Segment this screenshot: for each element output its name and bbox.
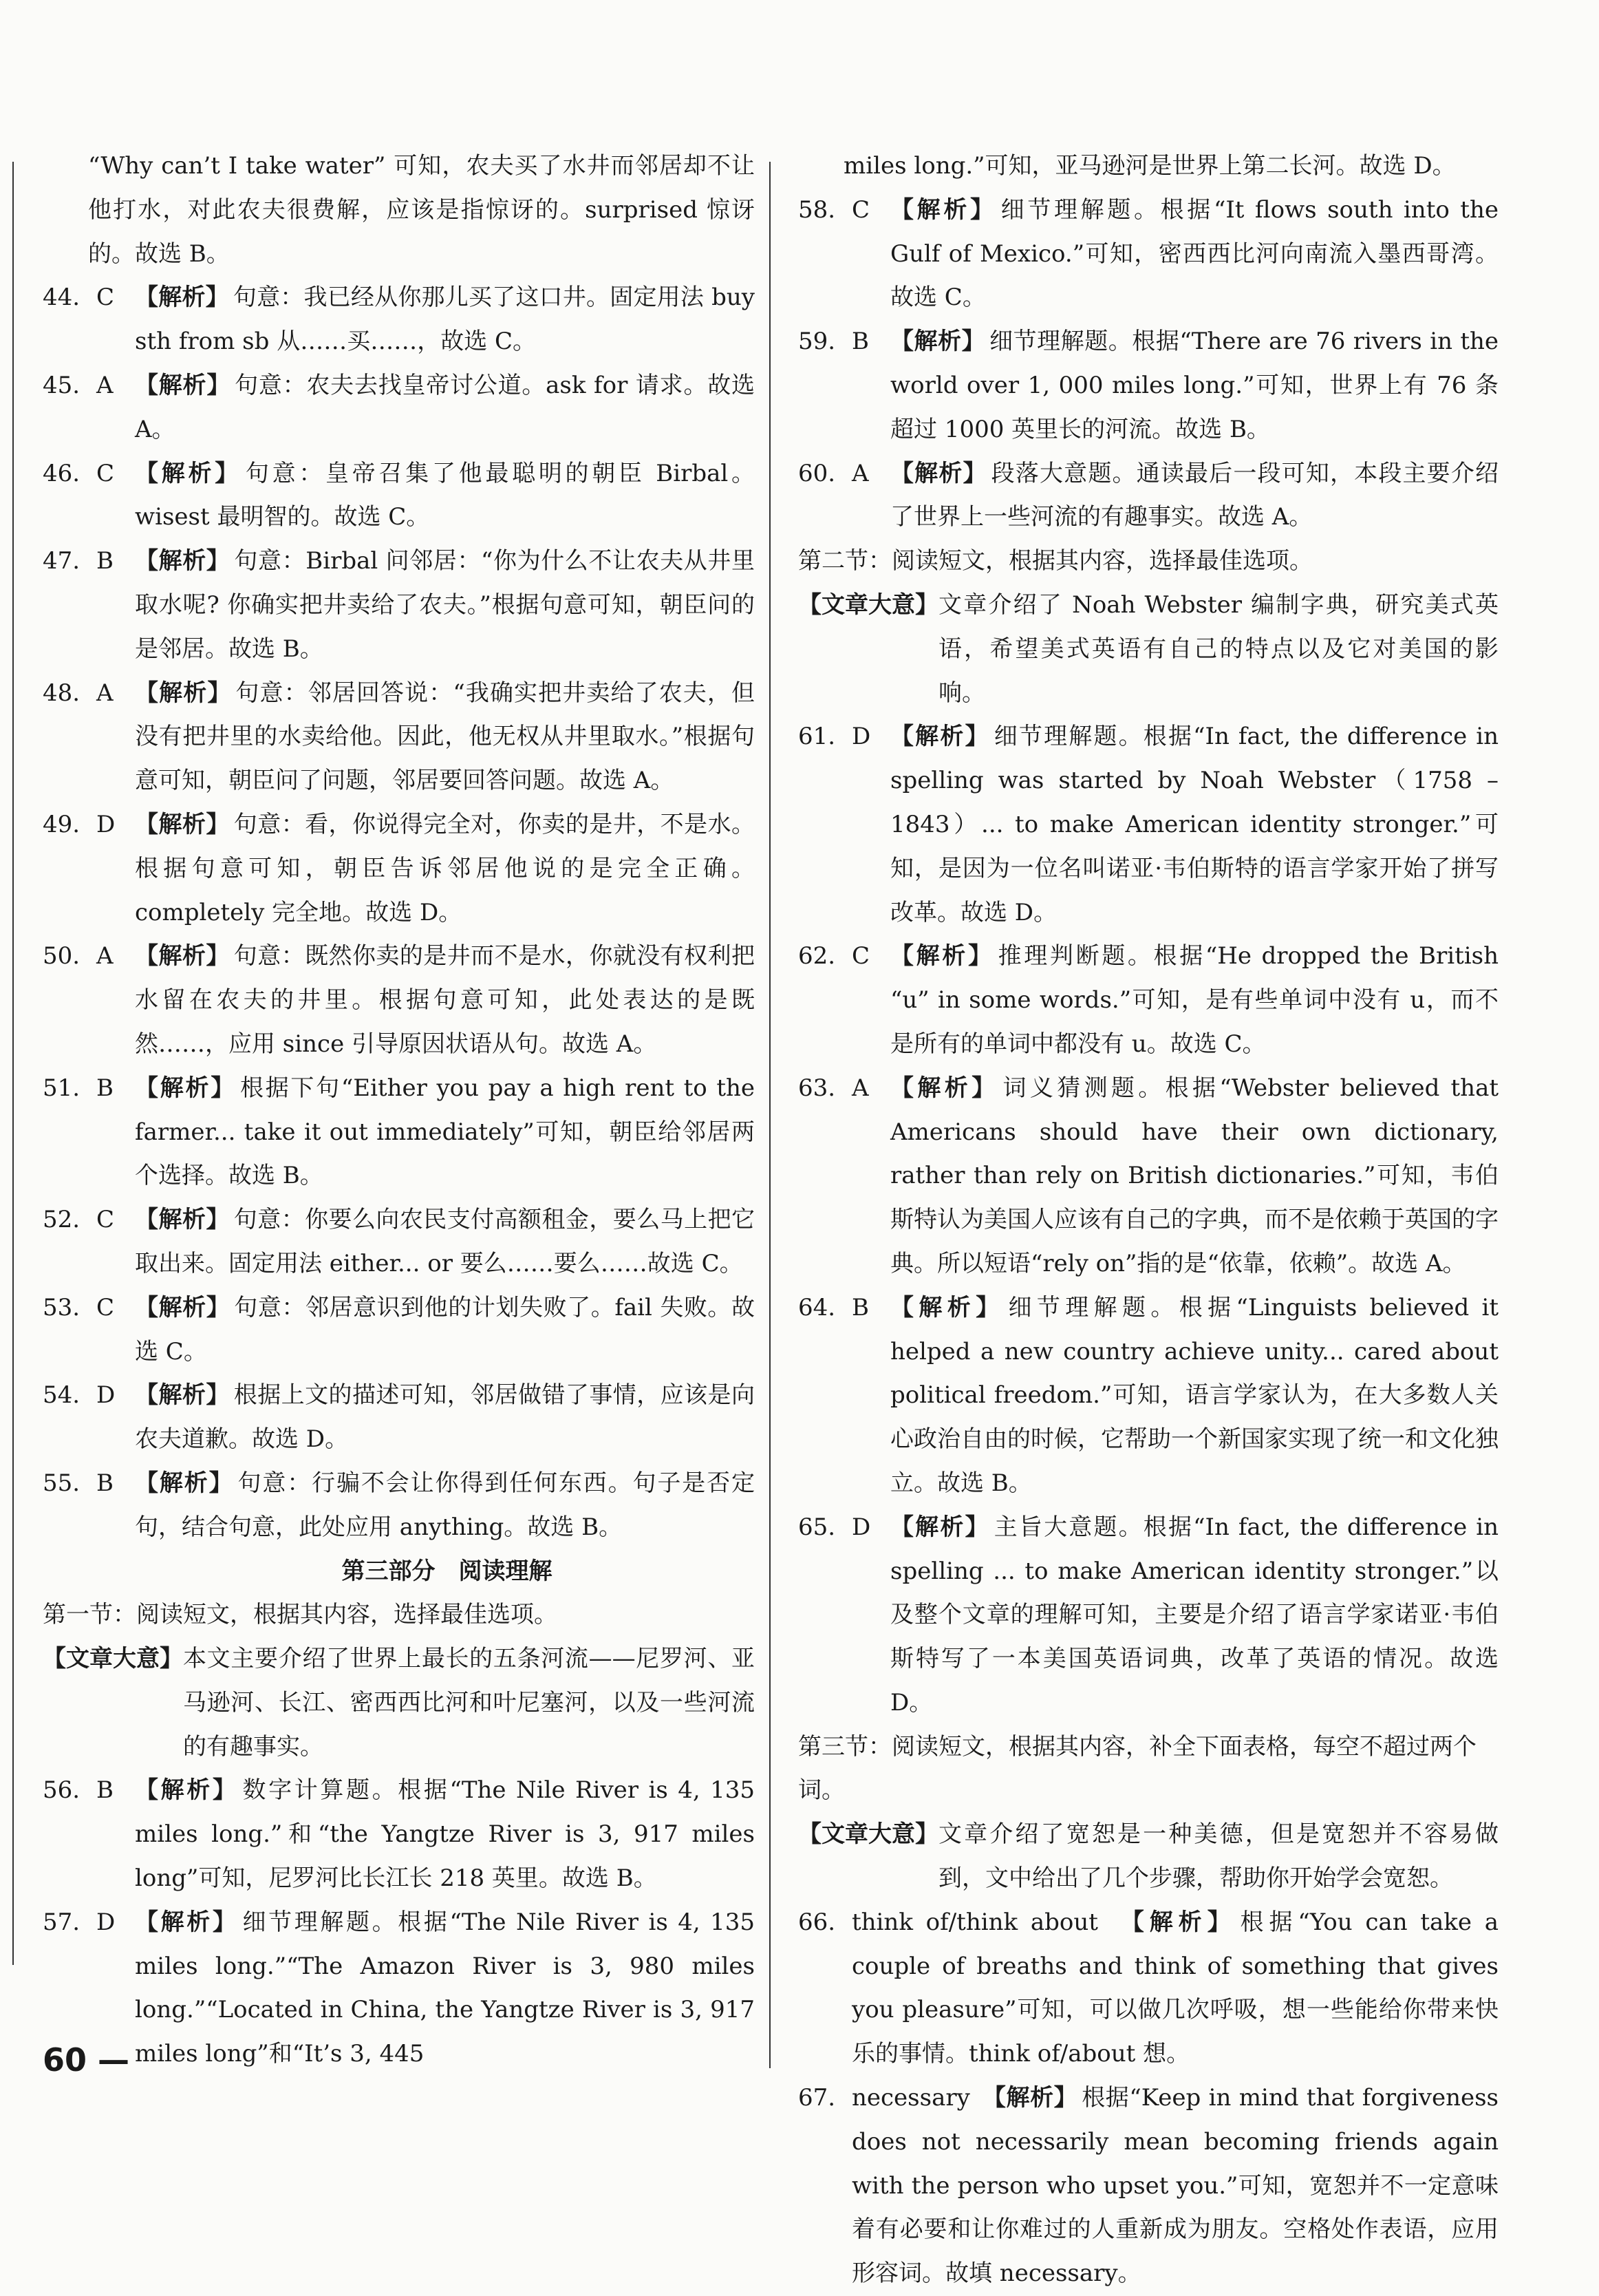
summary-text: 本文主要介绍了世界上最长的五条河流——尼罗河、亚马逊河、长江、密西西比河和叶尼塞河，以及一些河流的有趣事实。 xyxy=(183,1645,755,1761)
analysis-text: 细节理解题。根据“There are 76 rivers in the world over 1, 000 miles long.”可知，世界上有 76 条超过 1000 英里长的河流。故选 B。 xyxy=(890,328,1499,443)
answer-entry-52 xyxy=(43,1198,755,1286)
analysis-tag: 【解析】 xyxy=(135,547,230,575)
entry-number: 58. xyxy=(798,195,836,224)
answer-letter: A xyxy=(96,942,114,970)
entry-number: 67. xyxy=(798,2084,836,2112)
analysis-text: 词义猜测题。根据“Webster believed that Americans should have their own dictionary, rather than rely on British dictionaries.”可知，韦伯斯特认为美国人应该有自己的字典，而不是依赖于英国的字典。所以短语“rely on”指的是“依靠，依赖”。故选 A。 xyxy=(890,1074,1499,1277)
entry-number: 53. xyxy=(43,1293,81,1321)
analysis-text: 句意：行骗不会让你得到任何东西。句子是否定句，结合句意，此处应用 anything。故选 B。 xyxy=(135,1469,755,1541)
entry-number: 57. xyxy=(43,1908,81,1936)
entry-number: 59. xyxy=(798,328,836,356)
answer-letter: D xyxy=(852,723,871,751)
analysis-tag: 【解析】 xyxy=(890,1074,999,1102)
entry-number: 44. xyxy=(43,284,81,312)
analysis-tag: 【解析】 xyxy=(890,1293,1005,1321)
answer-entry-44 xyxy=(43,276,755,364)
left-column xyxy=(43,145,755,2076)
answer-letter: C xyxy=(852,942,870,970)
section-three-title: 第三节：阅读短文，根据其内容，补全下面表格，每空不超过两个词。 xyxy=(798,1732,1477,1805)
summary-tag: 【文章大意】 xyxy=(43,1645,183,1673)
analysis-tag: 【解析】 xyxy=(890,1513,990,1541)
analysis-text: 句意：邻居意识到他的计划失败了。fail 失败。故选 C。 xyxy=(135,1293,755,1365)
analysis-tag: 【解析】 xyxy=(135,1206,230,1234)
analysis-tag: 【解析】 xyxy=(135,459,242,487)
analysis-tag: 【解析】 xyxy=(135,1908,239,1936)
analysis-text: 细节理解题。根据“It flows south into the Gulf of Mexico.”可知，密西西比河向南流入墨西哥湾。故选 C。 xyxy=(890,195,1499,312)
column-divider xyxy=(769,162,771,2068)
answer-entry-48 xyxy=(43,672,755,803)
answer-letter: B xyxy=(852,1293,869,1321)
answer-entry-65 xyxy=(798,1506,1499,1725)
entry-number: 49. xyxy=(43,810,81,838)
analysis-text: 段落大意题。通读最后一段可知，本段主要介绍了世界上一些河流的有趣事实。故选 A。 xyxy=(890,459,1499,531)
analysis-tag: 【解析】 xyxy=(890,459,987,487)
answer-letter: C xyxy=(96,1293,115,1321)
analysis-text: 推理判断题。根据“He dropped the British “u” in some words.”可知，是有些单词中没有 u，而不是所有的单词中都没有 u。故选 C。 xyxy=(890,942,1499,1058)
article-summary-3 xyxy=(798,1813,1499,1901)
part-heading: 第三部分 阅读理解 xyxy=(341,1557,552,1585)
analysis-text: 根据上文的描述可知，邻居做错了事情，应该是向农夫道歉。故选 D。 xyxy=(135,1381,755,1454)
entry-number: 50. xyxy=(43,942,81,970)
analysis-text: 主旨大意题。根据“In fact, the difference in spelling ... to make American identity stronger.”以及整个文章的理解可知，主要是介绍了语言学家诺亚·韦伯斯特写了一本美国英语词典，改革了英语的情况。故选 D。 xyxy=(890,1513,1499,1716)
analysis-text: 句意：皇帝召集了他最聪明的朝臣 Birbal。wisest 最明智的。故选 C。 xyxy=(135,459,755,531)
answer-letter: B xyxy=(96,547,114,575)
left-margin-rule xyxy=(12,162,14,1965)
answer-letter: B xyxy=(96,1074,114,1102)
entry-number: 48. xyxy=(43,679,81,707)
analysis-text: 数字计算题。根据“The Nile River is 4, 135 miles long.”和“the Yangtze River is 3, 917 miles long”可知，尼罗河比长江长 218 英里。故选 B。 xyxy=(135,1776,755,1893)
answer-entry-57 xyxy=(43,1901,755,2076)
entry-number: 64. xyxy=(798,1293,836,1321)
analysis-text: 句意：看，你说得完全对，你卖的是井，不是水。根据句意可知，朝臣告诉邻居他说的是完全正确。completely 完全地。故选 D。 xyxy=(135,810,755,926)
analysis-tag: 【解析】 xyxy=(135,371,231,399)
analysis-tag: 【解析】 xyxy=(890,328,986,356)
analysis-tag: 【解析】 xyxy=(135,1293,230,1321)
analysis-tag: 【解析】 xyxy=(135,1469,234,1497)
article-summary xyxy=(43,1637,755,1769)
analysis-text: 根据“You can take a couple of breaths and think of something that gives you pleasure”可知，可以做几次呼吸，想一些能给你带来快乐的事情。think of/about 想。 xyxy=(852,1908,1499,2068)
answer-entry-50 xyxy=(43,935,755,1066)
answer-entry-59 xyxy=(798,320,1499,451)
entry-number: 46. xyxy=(43,459,81,487)
analysis-text: 根据下句“Either you pay a high rent to the farmer... take it out immediately”可知，朝臣给邻居两个选择。故选 B。 xyxy=(135,1074,755,1190)
section-one-title: 第一节：阅读短文，根据其内容，选择最佳选项。 xyxy=(43,1601,557,1629)
summary-text: 文章介绍了 Noah Webster 编制字典，研究美式英语，希望美式英语有自己的特点以及它对美国的影响。 xyxy=(938,591,1499,707)
analysis-text: 句意：邻居回答说：“我确实把井卖给了农夫，但没有把井里的水卖给他。因此，他无权从井里取水。”根据句意可知，朝臣问了问题，邻居要回答问题。故选 A。 xyxy=(135,679,755,795)
answer-letter: B xyxy=(852,328,869,356)
entry-number: 51. xyxy=(43,1074,81,1102)
entry-number: 65. xyxy=(798,1513,836,1541)
answer-letter: B xyxy=(96,1776,114,1805)
analysis-text: 细节理解题。根据“The Nile River is 4, 135 miles long.”“The Amazon River is 3, 980 miles long.”“Located in China, the Yangtze River is 3, 917 miles long”和“It’s 3, 445 xyxy=(135,1908,755,2068)
answer-letter: C xyxy=(852,195,870,224)
analysis-text: 根据“Keep in mind that forgiveness does not necessarily mean becoming friends again with the person who upset you.”可知，宽恕并不一定意味着有必要和让你难过的人重新成为朋友。空格处作表语，应用形容词。故填 necessary。 xyxy=(852,2084,1499,2288)
analysis-tag: 【解析】 xyxy=(135,1381,230,1410)
analysis-tag: 【解析】 xyxy=(994,2084,1078,2112)
answer-entry-62 xyxy=(798,935,1499,1066)
entry-number: 63. xyxy=(798,1074,836,1102)
answer-word: necessary xyxy=(852,2084,970,2112)
answer-word: think of/think about xyxy=(852,1908,1098,1936)
analysis-text: 细节理解题。根据“In fact, the difference in spelling was started by Noah Webster（1758 – 1843）... to make American identity stronger.”可知，是因为一位名叫诺亚·韦伯斯特的语言学家开始了拼写改革。故选 D。 xyxy=(890,723,1499,926)
analysis-tag: 【解析】 xyxy=(135,679,232,707)
continued-paragraph: miles long.”可知，亚马逊河是世界上第二长河。故选 D。 xyxy=(844,152,1456,180)
entry-number: 47. xyxy=(43,547,81,575)
answer-letter: A xyxy=(852,459,869,487)
answer-entry-51 xyxy=(43,1067,755,1198)
analysis-tag: 【解析】 xyxy=(135,1776,239,1805)
answer-entry-46 xyxy=(43,452,755,540)
answer-entry-67 xyxy=(798,2076,1499,2296)
answer-entry-63 xyxy=(798,1067,1499,1286)
answer-entry-49 xyxy=(43,803,755,935)
answer-entry-45 xyxy=(43,364,755,452)
entry-number: 55. xyxy=(43,1469,81,1497)
analysis-text: 句意：你要么向农民支付高额租金，要么马上把它取出来。固定用法 either... or 要么……要么……故选 C。 xyxy=(135,1206,755,1277)
answer-entry-61 xyxy=(798,715,1499,935)
analysis-tag: 【解析】 xyxy=(890,942,994,970)
intro-paragraph: “Why can’t I take water” 可知，农夫买了水井而邻居却不让他打水，对此农夫很费解，应该是指惊讶的。surprised 惊讶的。故选 B。 xyxy=(88,152,755,268)
answer-letter: C xyxy=(96,284,115,312)
answer-entry-47 xyxy=(43,540,755,671)
entry-number: 62. xyxy=(798,942,836,970)
answer-letter: A xyxy=(96,371,114,399)
entry-number: 66. xyxy=(798,1908,836,1936)
entry-number: 45. xyxy=(43,371,81,399)
answer-letter: B xyxy=(96,1469,114,1497)
entry-number: 56. xyxy=(43,1776,81,1805)
answer-entry-55 xyxy=(43,1462,755,1550)
analysis-tag: 【解析】 xyxy=(135,810,230,838)
answer-entry-58 xyxy=(798,189,1499,320)
summary-tag: 【文章大意】 xyxy=(798,591,938,619)
answer-letter: D xyxy=(96,1908,116,1936)
analysis-text: 细节理解题。根据“Linguists believed it helped a new country achieve unity... cared about political freedom.”可知，语言学家认为，在大多数人关心政治自由的时候，它帮助一个新国家实现了统一和文化独立。故选 B。 xyxy=(890,1293,1499,1497)
analysis-tag: 【解析】 xyxy=(890,723,990,751)
entry-number: 61. xyxy=(798,723,836,751)
summary-text: 文章介绍了宽恕是一种美德，但是宽恕并不容易做到，文中给出了几个步骤，帮助你开始学会宽恕。 xyxy=(938,1820,1499,1893)
answer-entry-53 xyxy=(43,1286,755,1374)
entry-number: 60. xyxy=(798,459,836,487)
answer-entry-66 xyxy=(798,1901,1499,2076)
analysis-tag: 【解析】 xyxy=(890,195,997,224)
answer-letter: D xyxy=(96,810,116,838)
answer-letter: A xyxy=(852,1074,869,1102)
analysis-tag: 【解析】 xyxy=(135,284,229,312)
section-two-title: 第二节：阅读短文，根据其内容，选择最佳选项。 xyxy=(798,547,1313,575)
answer-letter: D xyxy=(852,1513,871,1541)
answer-entry-54 xyxy=(43,1374,755,1462)
answer-letter: D xyxy=(96,1381,116,1410)
analysis-tag: 【解析】 xyxy=(135,1074,236,1102)
entry-number: 52. xyxy=(43,1206,81,1234)
analysis-tag: 【解析】 xyxy=(1132,1908,1236,1936)
answer-letter: A xyxy=(96,679,114,707)
analysis-text: 句意：Birbal 问邻居：“你为什么不让农夫从井里取水呢? 你确实把井卖给了农夫。”根据句意可知，朝臣问的是邻居。故选 B。 xyxy=(135,547,755,663)
analysis-text: 句意：既然你卖的是井而不是水，你就没有权利把水留在农夫的井里。根据句意可知，此处表达的是既然……，应用 since 引导原因状语从句。故选 A。 xyxy=(135,942,755,1058)
entry-number: 54. xyxy=(43,1381,81,1410)
right-column xyxy=(798,145,1499,2296)
analysis-tag: 【解析】 xyxy=(135,942,230,970)
answer-letter: C xyxy=(96,1206,115,1234)
summary-tag: 【文章大意】 xyxy=(798,1820,938,1849)
answer-entry-56 xyxy=(43,1769,755,1900)
analysis-text: 句意：农夫去找皇帝讨公道。ask for 请求。故选 A。 xyxy=(135,371,755,443)
article-summary-2 xyxy=(798,584,1499,715)
answer-entry-60 xyxy=(798,452,1499,540)
page-number: 60 — xyxy=(43,2041,130,2079)
answer-letter: C xyxy=(96,459,115,487)
answer-entry-64 xyxy=(798,1286,1499,1506)
analysis-text: 句意：我已经从你那儿买了这口井。固定用法 buy sth from sb 从……买……，故选 C。 xyxy=(135,284,755,356)
